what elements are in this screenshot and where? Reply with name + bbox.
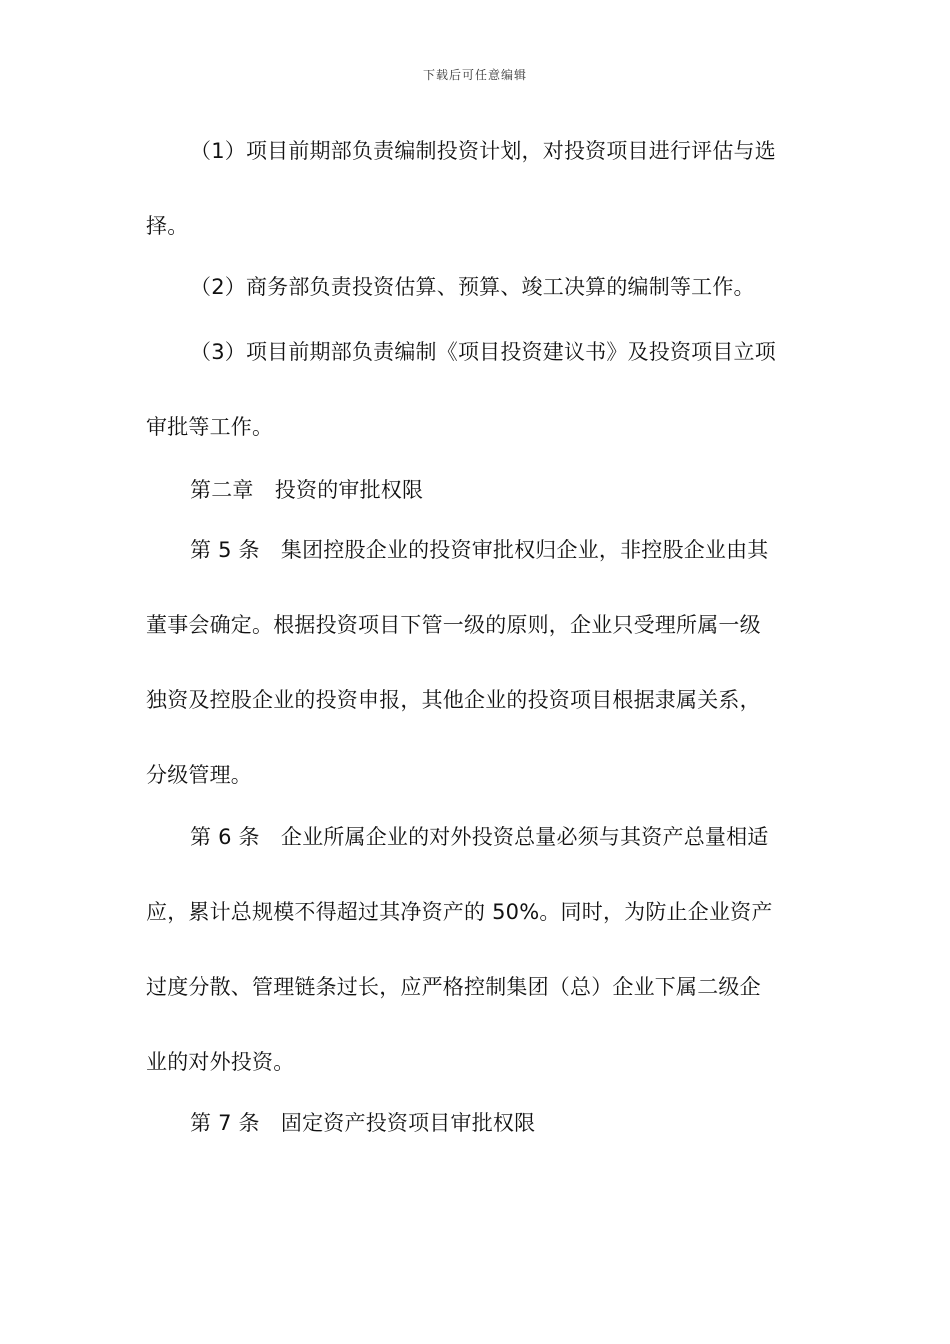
article-5-line-1: 第 5 条 集团控股企业的投资审批权归企业，非控股企业由其 <box>190 538 769 562</box>
page-header: 下载后可任意编辑 <box>422 68 527 82</box>
paragraph-3-line-2: 审批等工作。 <box>146 415 274 439</box>
paragraph-2-line-1: （2）商务部负责投资估算、预算、竣工决算的编制等工作。 <box>190 275 755 299</box>
paragraph-1-line-2: 择。 <box>146 214 189 238</box>
article-5-line-2: 董事会确定。根据投资项目下管一级的原则，企业只受理所属一级 <box>146 613 761 637</box>
article-5-line-4: 分级管理。 <box>146 763 252 787</box>
chapter-2-title: 第二章 投资的审批权限 <box>190 478 424 502</box>
article-6-line-2: 应，累计总规模不得超过其净资产的 50%。同时，为防止企业资产 <box>146 900 773 924</box>
article-6-line-3: 过度分散、管理链条过长，应严格控制集团（总）企业下属二级企 <box>146 975 761 999</box>
article-5-line-3: 独资及控股企业的投资申报，其他企业的投资项目根据隶属关系， <box>146 688 761 712</box>
paragraph-1-line-1: （1）项目前期部负责编制投资计划，对投资项目进行评估与选 <box>190 139 776 163</box>
paragraph-3-line-1: （3）项目前期部负责编制《项目投资建议书》及投资项目立项 <box>190 340 776 364</box>
article-6-line-4: 业的对外投资。 <box>146 1050 295 1074</box>
article-6-line-1: 第 6 条 企业所属企业的对外投资总量必须与其资产总量相适 <box>190 825 769 849</box>
article-7-line-1: 第 7 条 固定资产投资项目审批权限 <box>190 1111 536 1135</box>
